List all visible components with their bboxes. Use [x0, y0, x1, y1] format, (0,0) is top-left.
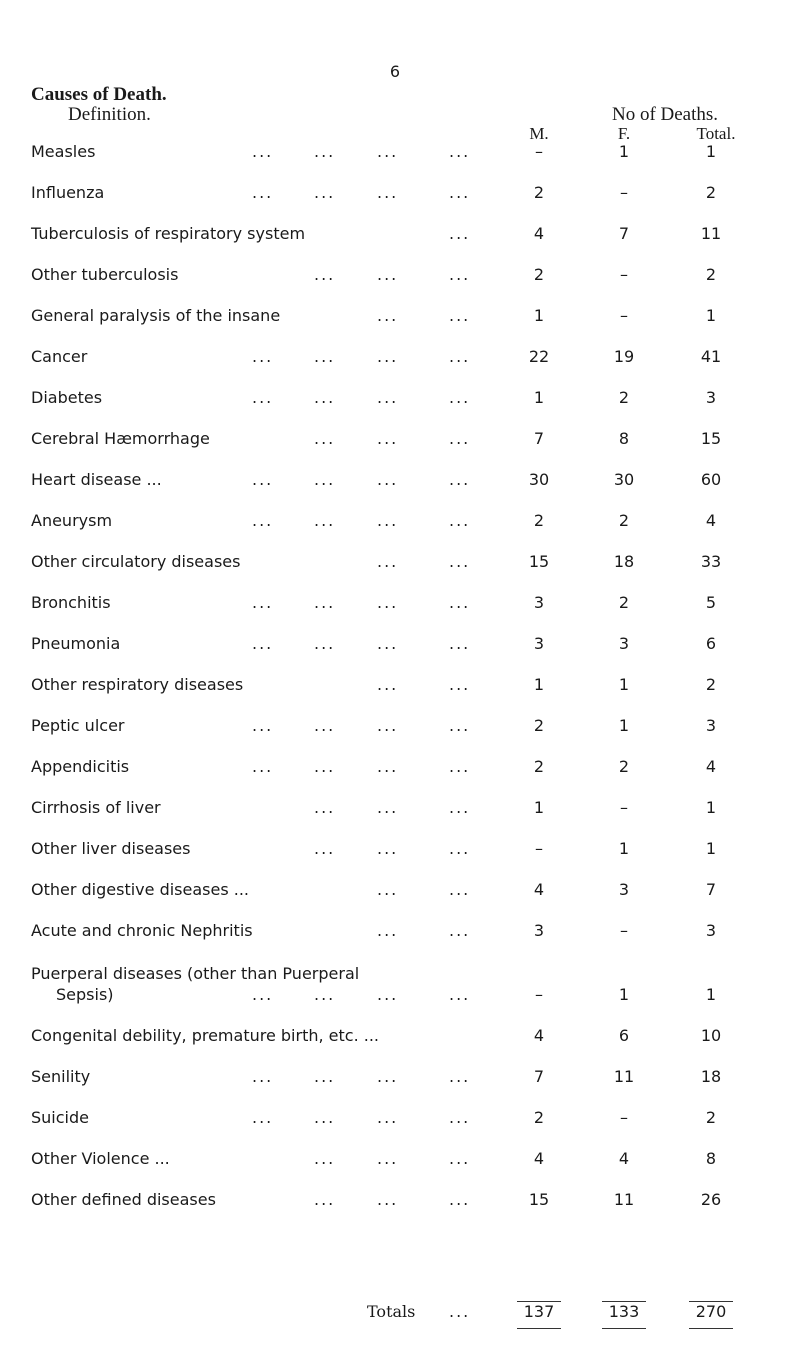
leader-dots: ... — [314, 470, 336, 489]
cause-label: Tuberculosis of respiratory system — [31, 224, 306, 243]
cause-label: Pneumonia — [31, 634, 121, 653]
cell-m: – — [535, 839, 543, 858]
cell-f: – — [620, 798, 628, 817]
table-row — [0, 388, 800, 410]
leader-dots: ... — [377, 1067, 399, 1086]
cell-total: 6 — [705, 634, 717, 653]
leader-dots: ... — [377, 183, 399, 202]
cell-total: 41 — [700, 347, 722, 366]
leader-dots: ... — [449, 839, 471, 858]
cell-m: – — [535, 985, 543, 1004]
cause-label: Peptic ulcer — [31, 716, 125, 735]
leader-dots: ... — [314, 1067, 336, 1086]
table-row — [0, 1149, 800, 1171]
cause-label: Other defined diseases — [31, 1190, 216, 1209]
cell-total: 33 — [700, 552, 722, 571]
leader-dots: ... — [449, 716, 471, 735]
table-row — [0, 675, 800, 697]
table-row — [0, 921, 800, 943]
cell-m: 4 — [533, 1026, 545, 1045]
table-row — [0, 593, 800, 615]
cause-label: Other respiratory diseases — [31, 675, 244, 694]
cell-f: 7 — [618, 224, 630, 243]
cell-f: 30 — [613, 470, 635, 489]
leader-dots: ... — [449, 552, 471, 571]
cell-total: 1 — [705, 839, 717, 858]
leader-dots: ... — [449, 347, 471, 366]
leader-dots: ... — [314, 757, 336, 776]
page-number: 6 — [389, 62, 401, 81]
cause-label: Congenital debility, premature birth, etc. ... — [31, 1026, 379, 1045]
totals-rule-male-bottom — [517, 1328, 561, 1329]
cause-label: Heart disease ... — [31, 470, 162, 489]
leader-dots: ... — [449, 224, 471, 243]
table-row — [0, 1190, 800, 1212]
cell-m: 22 — [528, 347, 550, 366]
leader-dots: ... — [314, 511, 336, 530]
leader-dots: ... — [314, 142, 336, 161]
table-row — [0, 183, 800, 205]
table-row — [0, 142, 800, 164]
cell-total: 1 — [705, 306, 717, 325]
cell-m: 1 — [533, 675, 545, 694]
cell-f: 19 — [613, 347, 635, 366]
cell-f: 1 — [618, 839, 630, 858]
leader-dots: ... — [314, 798, 336, 817]
leader-dots: ... — [252, 511, 274, 530]
cause-label: Other liver diseases — [31, 839, 191, 858]
cell-total: 60 — [700, 470, 722, 489]
cell-m: 2 — [533, 265, 545, 284]
leader-dots: ... — [377, 511, 399, 530]
leader-dots: ... — [314, 347, 336, 366]
totals-leader: ... — [449, 1302, 471, 1321]
cause-label: Other digestive diseases ... — [31, 880, 250, 899]
leader-dots: ... — [377, 880, 399, 899]
leader-dots: ... — [252, 593, 274, 612]
table-row — [0, 798, 800, 820]
cell-f: – — [620, 265, 628, 284]
leader-dots: ... — [377, 265, 399, 284]
leader-dots: ... — [314, 183, 336, 202]
leader-dots: ... — [377, 1108, 399, 1127]
leader-dots: ... — [377, 634, 399, 653]
cell-total: 5 — [705, 593, 717, 612]
leader-dots: ... — [252, 985, 274, 1004]
table-row — [0, 1067, 800, 1089]
cell-f: 1 — [618, 675, 630, 694]
table-row — [0, 511, 800, 533]
table-row — [0, 265, 800, 287]
cell-m: 4 — [533, 1149, 545, 1168]
cell-f: 18 — [613, 552, 635, 571]
leader-dots: ... — [449, 1190, 471, 1209]
leader-dots: ... — [377, 429, 399, 448]
leader-dots: ... — [314, 985, 336, 1004]
cell-total: 2 — [705, 1108, 717, 1127]
leader-dots: ... — [314, 593, 336, 612]
leader-dots: ... — [449, 388, 471, 407]
cell-m: 3 — [533, 634, 545, 653]
cell-f: – — [620, 1108, 628, 1127]
cell-m: 1 — [533, 306, 545, 325]
table-row — [0, 470, 800, 492]
leader-dots: ... — [252, 716, 274, 735]
leader-dots: ... — [449, 1067, 471, 1086]
cell-total: 2 — [705, 183, 717, 202]
cell-m: 1 — [533, 798, 545, 817]
cell-total: 10 — [700, 1026, 722, 1045]
leader-dots: ... — [252, 470, 274, 489]
leader-dots: ... — [449, 985, 471, 1004]
cell-total: 11 — [700, 224, 722, 243]
cell-m: 2 — [533, 183, 545, 202]
definition-header: Definition. — [68, 104, 151, 125]
cell-f: 3 — [618, 634, 630, 653]
column-header-total: Total. — [696, 124, 736, 143]
cause-label: Suicide — [31, 1108, 89, 1127]
leader-dots: ... — [377, 593, 399, 612]
table-row — [0, 1026, 800, 1048]
leader-dots: ... — [449, 921, 471, 940]
table-row — [0, 839, 800, 861]
cause-label: Cirrhosis of liver — [31, 798, 161, 817]
leader-dots: ... — [314, 429, 336, 448]
cell-m: 15 — [528, 552, 550, 571]
leader-dots: ... — [377, 757, 399, 776]
cell-total: 3 — [705, 388, 717, 407]
cell-total: 2 — [705, 265, 717, 284]
table-row — [0, 306, 800, 328]
cause-label: Aneurysm — [31, 511, 113, 530]
cell-total: 2 — [705, 675, 717, 694]
leader-dots: ... — [252, 183, 274, 202]
cause-label: General paralysis of the insane — [31, 306, 281, 325]
cell-f: 2 — [618, 757, 630, 776]
cause-label-continued: Puerperal diseases (other than Puerperal — [31, 964, 360, 983]
leader-dots: ... — [449, 757, 471, 776]
cell-f: 11 — [613, 1067, 635, 1086]
cell-total: 4 — [705, 511, 717, 530]
leader-dots: ... — [449, 798, 471, 817]
table-row — [0, 552, 800, 574]
leader-dots: ... — [377, 142, 399, 161]
leader-dots: ... — [449, 634, 471, 653]
leader-dots: ... — [377, 921, 399, 940]
cause-label: Other tuberculosis — [31, 265, 179, 284]
leader-dots: ... — [314, 839, 336, 858]
cause-label: Measles — [31, 142, 96, 161]
leader-dots: ... — [252, 347, 274, 366]
table-row-continuation — [0, 964, 800, 986]
leader-dots: ... — [314, 1149, 336, 1168]
leader-dots: ... — [449, 1108, 471, 1127]
totals-rule-female-bottom — [602, 1328, 646, 1329]
leader-dots: ... — [314, 388, 336, 407]
table-row — [0, 429, 800, 451]
table-row — [0, 634, 800, 656]
cell-m: 7 — [533, 429, 545, 448]
cause-label: Cancer — [31, 347, 88, 366]
leader-dots: ... — [377, 388, 399, 407]
cause-label: Senility — [31, 1067, 91, 1086]
cell-f: 2 — [618, 593, 630, 612]
cell-total: 15 — [700, 429, 722, 448]
table-row — [0, 757, 800, 779]
leader-dots: ... — [377, 306, 399, 325]
cell-f: 2 — [618, 511, 630, 530]
totals-female: 133 — [608, 1302, 640, 1321]
cell-m: 4 — [533, 224, 545, 243]
totals-total: 270 — [695, 1302, 727, 1321]
cell-m: 2 — [533, 1108, 545, 1127]
leader-dots: ... — [377, 985, 399, 1004]
cause-label: Cerebral Hæmorrhage — [31, 429, 210, 448]
cell-m: – — [535, 142, 543, 161]
cell-m: 2 — [533, 716, 545, 735]
leader-dots: ... — [252, 1067, 274, 1086]
cause-label: Diabetes — [31, 388, 103, 407]
cell-total: 7 — [705, 880, 717, 899]
cell-f: 6 — [618, 1026, 630, 1045]
cell-f: 1 — [618, 142, 630, 161]
leader-dots: ... — [449, 593, 471, 612]
leader-dots: ... — [314, 1108, 336, 1127]
leader-dots: ... — [314, 634, 336, 653]
cell-total: 1 — [705, 142, 717, 161]
totals-male: 137 — [523, 1302, 555, 1321]
leader-dots: ... — [377, 470, 399, 489]
cell-total: 8 — [705, 1149, 717, 1168]
deaths-header: No of Deaths. — [611, 104, 719, 125]
cause-label: Acute and chronic Nephritis — [31, 921, 253, 940]
leader-dots: ... — [377, 347, 399, 366]
leader-dots: ... — [377, 1190, 399, 1209]
leader-dots: ... — [377, 716, 399, 735]
cell-m: 3 — [533, 921, 545, 940]
cell-f: 11 — [613, 1190, 635, 1209]
cell-total: 26 — [700, 1190, 722, 1209]
leader-dots: ... — [449, 265, 471, 284]
column-header-female: F. — [617, 124, 631, 143]
page-title: Causes of Death. — [31, 84, 167, 105]
cell-f: 3 — [618, 880, 630, 899]
cell-f: 1 — [618, 985, 630, 1004]
table-row — [0, 347, 800, 369]
cell-m: 4 — [533, 880, 545, 899]
leader-dots: ... — [449, 1149, 471, 1168]
leader-dots: ... — [377, 675, 399, 694]
cell-f: 2 — [618, 388, 630, 407]
cell-f: 8 — [618, 429, 630, 448]
cell-total: 18 — [700, 1067, 722, 1086]
cause-label: Influenza — [31, 183, 105, 202]
leader-dots: ... — [314, 265, 336, 284]
leader-dots: ... — [314, 716, 336, 735]
leader-dots: ... — [252, 142, 274, 161]
table-row — [0, 1108, 800, 1130]
leader-dots: ... — [252, 634, 274, 653]
totals-label: Totals — [367, 1302, 416, 1321]
cell-total: 1 — [705, 985, 717, 1004]
cell-total: 3 — [705, 716, 717, 735]
cause-label: Bronchitis — [31, 593, 111, 612]
cell-total: 3 — [705, 921, 717, 940]
cause-label: Other Violence ... — [31, 1149, 170, 1168]
leader-dots: ... — [449, 880, 471, 899]
table-row — [0, 880, 800, 902]
column-header-male: M. — [529, 124, 549, 143]
leader-dots: ... — [377, 798, 399, 817]
cause-label: Other circulatory diseases — [31, 552, 241, 571]
cell-f: – — [620, 183, 628, 202]
leader-dots: ... — [252, 757, 274, 776]
table-row — [0, 716, 800, 738]
leader-dots: ... — [377, 552, 399, 571]
cell-m: 2 — [533, 757, 545, 776]
cell-total: 1 — [705, 798, 717, 817]
leader-dots: ... — [449, 142, 471, 161]
cell-f: 1 — [618, 716, 630, 735]
leader-dots: ... — [449, 675, 471, 694]
totals-row — [0, 1302, 800, 1324]
cell-m: 7 — [533, 1067, 545, 1086]
table-row — [0, 224, 800, 246]
leader-dots: ... — [449, 306, 471, 325]
totals-rule-total-bottom — [689, 1328, 733, 1329]
cell-m: 1 — [533, 388, 545, 407]
cell-m: 15 — [528, 1190, 550, 1209]
leader-dots: ... — [449, 511, 471, 530]
leader-dots: ... — [252, 1108, 274, 1127]
leader-dots: ... — [252, 388, 274, 407]
cell-m: 2 — [533, 511, 545, 530]
cell-f: – — [620, 306, 628, 325]
cell-m: 30 — [528, 470, 550, 489]
cell-m: 3 — [533, 593, 545, 612]
cell-f: – — [620, 921, 628, 940]
leader-dots: ... — [449, 429, 471, 448]
leader-dots: ... — [377, 1149, 399, 1168]
leader-dots: ... — [449, 183, 471, 202]
cause-label: Sepsis) — [56, 985, 114, 1004]
leader-dots: ... — [449, 470, 471, 489]
leader-dots: ... — [377, 839, 399, 858]
cause-label: Appendicitis — [31, 757, 130, 776]
cell-f: 4 — [618, 1149, 630, 1168]
leader-dots: ... — [314, 1190, 336, 1209]
cell-total: 4 — [705, 757, 717, 776]
table-row — [0, 985, 800, 1007]
